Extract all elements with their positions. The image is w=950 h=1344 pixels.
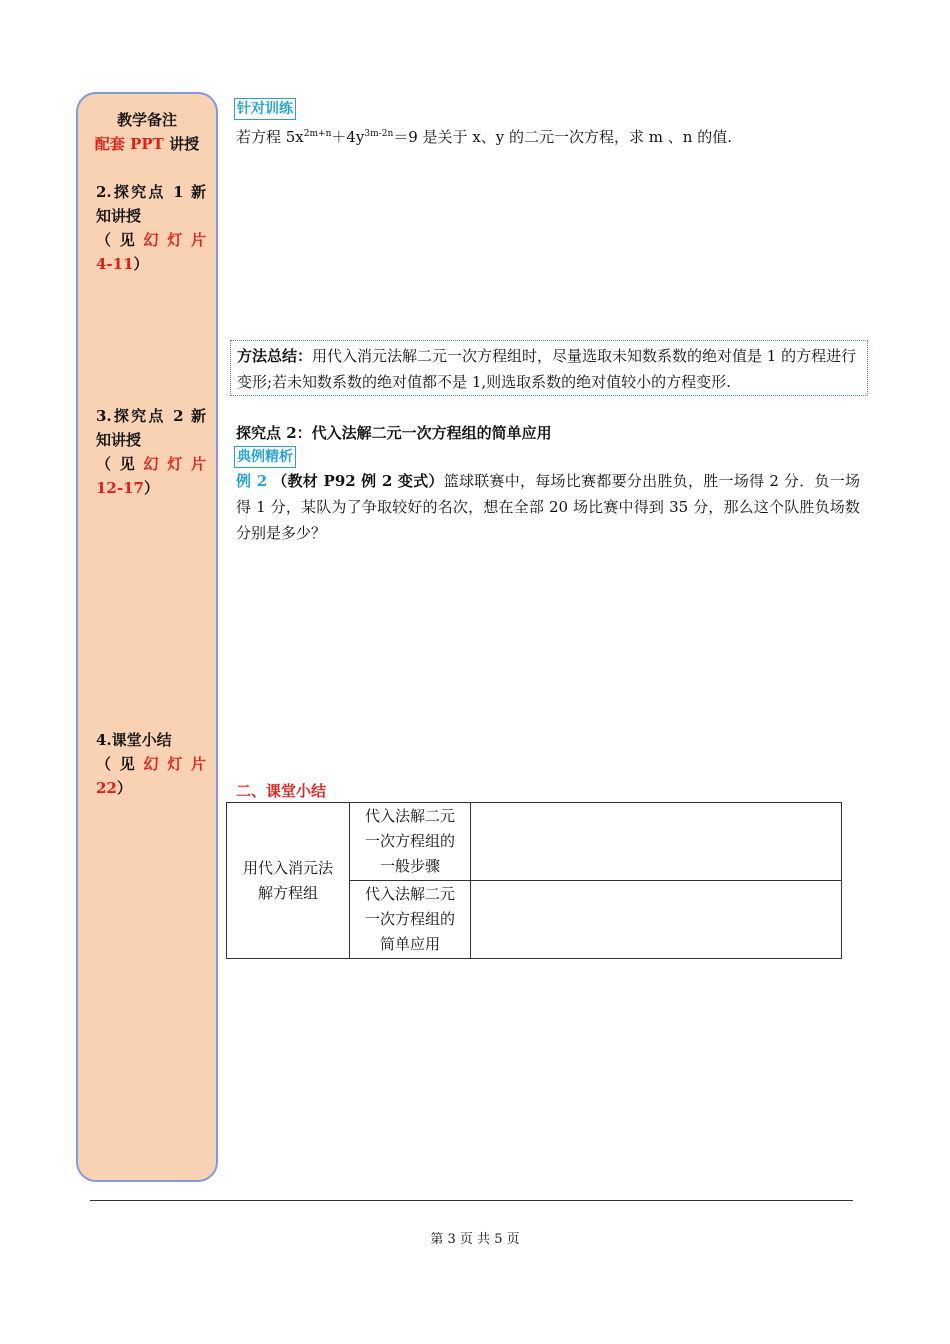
method-summary-text: 用代入消元法解二元一次方程组时，尽量选取未知数系数的绝对值是 1 的方程进行变形;若未知数系数的绝对值都不是 1,则选取系数的绝对值较小的方程变形. [237,347,857,391]
summary-row2-label: 代入法解二元一次方程组的简单应用 [350,881,471,959]
teaching-notes-sidebar [76,92,218,1182]
sidebar-ppt-note: 配套 PPT 讲授 [94,135,200,153]
example-label: 例 2 [236,472,268,490]
sidebar-section-2: 2.探究点 1 新 知讲授 （见幻灯片 4-11） [96,183,206,273]
explore2-heading: 探究点 2：代入法解二元一次方程组的简单应用 [236,424,552,442]
sidebar-section-4: 4.课堂小结 （见幻灯片 22） [96,731,206,797]
example-2 [236,468,860,546]
example-tag: 典例精析 [234,446,296,468]
summary-row2-content [471,881,842,959]
method-summary-box [230,340,868,396]
footer-divider [90,1200,853,1201]
sidebar-section-3: 3.探究点 2 新 知讲授 （见幻灯片 12-17） [96,407,206,497]
page-number: 第 3 页 共 5 页 [430,1232,520,1247]
summary-table [226,802,842,959]
training-question: 若方程 $5x^{2m+n}+4y^{3m-2n}=9$ 是关于 x、y 的二元一次方程，求 m 、n 的值. [236,128,732,146]
summary-heading: 二、课堂小结 [236,782,327,800]
example-source: （教材 P92 例 2 变式） [272,472,444,490]
training-tag: 针对训练 [234,98,296,120]
sidebar-title: 教学备注 [116,111,177,129]
summary-row1-label: 代入法解二元一次方程组的一般步骤 [350,803,471,881]
method-summary-label: 方法总结： [237,347,313,365]
example-text: 篮球联赛中，每场比赛都要分出胜负，胜一场得 2 分．负一场得 1 分，某队为了争取较好的名次，想在全部 20 场比赛中得到 35 分，那么这个队胜负场数分别是多少？ [236,472,860,542]
sidebar-title-block [78,108,216,156]
summary-main-cell: 用代入消元法解方程组 [227,803,350,959]
summary-row1-content [471,803,842,881]
